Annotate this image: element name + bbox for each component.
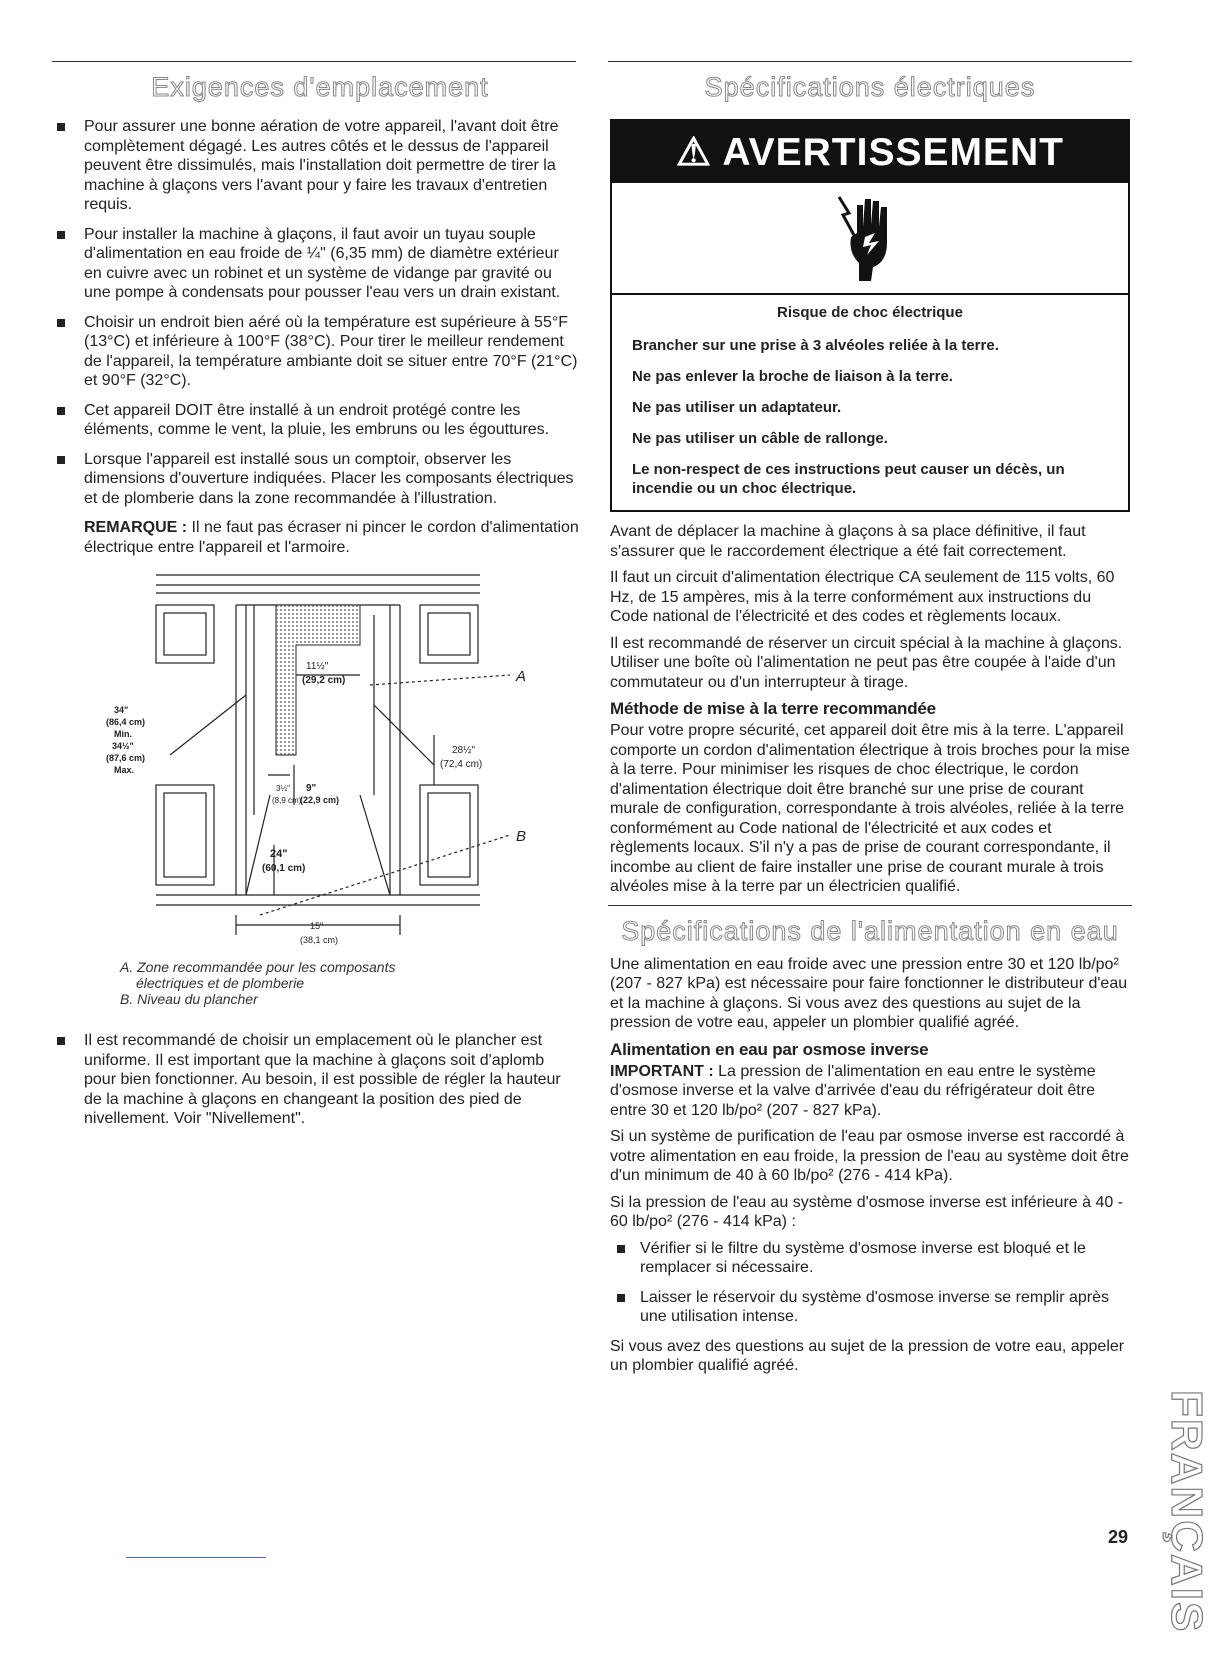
requirements-list <box>60 117 580 508</box>
warning-body <box>612 295 1128 510</box>
warning-line: Ne pas utiliser un câble de rallonge. <box>632 430 888 447</box>
dim-28-cm: (72,4 cm) <box>440 759 483 770</box>
warning-line: Ne pas enlever la broche de liaison à la terre. <box>632 368 953 385</box>
list-item: Pour assurer une bonne aération de votre appareil, l'avant doit être complètement dégagé. Les autres côtés et le dessus de l'appareil peuvent être dissimulés, mais l'installation doit permettre de tirer la machine à glaçons vers l'avant pour y faire les travaux d'entretien requis. <box>60 117 580 215</box>
dim-24: 24" <box>270 848 288 860</box>
elec-paragraph: Il est recommandé de réserver un circuit spécial à la machine à glaçons. Utiliser une boîte où l'alimentation ne peut pas être coupée à l'aide d'un commutateur ou d'un interrupteur à tirage. <box>610 634 1123 691</box>
warning-triangle-icon: ⚠ <box>675 131 712 174</box>
dim-34: 34" <box>114 705 129 715</box>
dim-3-cm: (8,9 cm) <box>272 796 302 805</box>
dim-9-cm: (22,9 cm) <box>300 795 340 805</box>
dim-28: 28½" <box>452 745 476 756</box>
ro-paragraph: Si vous avez des questions au sujet de la pression de votre eau, appeler un plombier qualifié agréé. <box>610 1337 1125 1374</box>
dim-15: 15" <box>310 921 324 931</box>
ro-heading: Alimentation en eau par osmose inverse <box>610 1039 929 1059</box>
list-item: Vérifier si le filtre du système d'osmose inverse est bloqué et le remplacer si nécessaire. <box>610 1239 1130 1278</box>
ground-paragraph: Pour votre propre sécurité, cet appareil doit être mis à la terre. L'appareil comporte un cordon d'alimentation électrique à trois broches pour la mise à la terre. Pour minimiser les risques de choc électrique, le cordon d'alimentation électrique doit être branché sur une prise de courant murale de configuration, correspondante à trois alvéoles, reliée à la terre conformément au Code national de l'électricité et aux codes et règlements locaux. S'il n'y a pas de prise de courant correspondante, il incombe au client de faire installer une prise de courant murale à trois alvéoles mise à la terre par un électricien qualifié. <box>610 722 1130 895</box>
dim-11-cm: (29,2 cm) <box>302 675 346 686</box>
ro-paragraph: Si la pression de l'eau au système d'osmose inverse est inférieure à 40 - 60 lb/po² (276 - 414 kPa) : <box>610 1193 1124 1230</box>
installation-diagram <box>60 565 580 955</box>
language-side-tab <box>1150 1380 1220 1670</box>
note-paragraph <box>60 518 580 557</box>
list-item: Il est recommandé de choisir un emplacement où le plancher est uniforme. Il est important que la machine à glaçons soit d'aplomb pour bien fonctionner. Au besoin, il est possible de régler la hauteur de la machine à glaçons en changeant la position des pied de nivellement. Voir "Nivellement". <box>60 1031 580 1129</box>
dim-max: Max. <box>114 765 135 775</box>
dim-34-cm: (86,4 cm) <box>106 717 146 727</box>
warning-box <box>610 119 1130 512</box>
ro-important <box>610 1062 1130 1121</box>
floor-list <box>60 1031 580 1129</box>
ro-paragraph: Si un système de purification de l'eau par osmose inverse est raccordé à votre alimentation en eau froide, la pression de l'eau au système doit être d'un minimum de 40 à 60 lb/po² (276 - 414 kPa). <box>610 1128 1129 1184</box>
dim-9: 9" <box>306 783 317 794</box>
diagram-label-a: A <box>516 668 527 685</box>
warning-line: Brancher sur une prise à 3 alvéoles reliée à la terre. <box>632 337 999 354</box>
dim-15-cm: (38,1 cm) <box>300 935 339 945</box>
dim-34h-cm: (87,6 cm) <box>106 753 146 763</box>
list-item: Cet appareil DOIT être installé à un endroit protégé contre les éléments, comme le vent, la pluie, les embruns ou les égouttures. <box>60 401 580 440</box>
dim-3: 3½" <box>276 784 290 793</box>
right-column <box>610 64 1130 1383</box>
left-column <box>60 64 580 1139</box>
list-item: Laisser le réservoir du système d'osmose inverse se remplir après une utilisation intense. <box>610 1288 1130 1327</box>
list-item: Lorsque l'appareil est installé sous un comptoir, observer les dimensions d'ouverture indiquées. Placer les composants électriques et de plomberie dans la zone recommandée à l'illustration. <box>60 450 580 509</box>
ro-important-label: IMPORTANT : <box>610 1062 714 1080</box>
section-title-electrique: Spécifications électriques <box>704 72 1036 102</box>
warning-header <box>612 121 1128 183</box>
elec-paragraph: Avant de déplacer la machine à glaçons à sa place définitive, il faut s'assurer que le raccordement électrique a été fait correctement. <box>610 523 1086 560</box>
elec-paragraph: Il faut un circuit d'alimentation électrique CA seulement de 115 volts, 60 Hz, de 15 ampères, mis à la terre conformément aux instructions du Code national de l'électricité et des codes et règlements locaux. <box>610 569 1115 625</box>
list-item: Pour installer la machine à glaçons, il faut avoir un tuyau souple d'alimentation en eau froide de ¼" (6,35 mm) de diamètre extérieur en cuivre avec un robinet et un système de vidange par gravité ou une pompe à condensats pour pousser l'eau vers un drain existant. <box>60 225 580 303</box>
footer-rule <box>126 1557 266 1558</box>
list-item: Choisir un endroit bien aéré où la température est supérieure à 55°F (13°C) et inférieure à 100°F (38°C). Pour tirer le meilleur rendement de l'appareil, la température ambiante doit se situer entre 70°F (21°C) et 90°F (32°C). <box>60 313 580 391</box>
dim-11: 11½" <box>306 661 329 672</box>
diagram-label-b: B <box>516 828 527 845</box>
warning-title: AVERTISSEMENT <box>722 131 1064 174</box>
warning-line: Le non-respect de ces instructions peut causer un décès, un incendie ou un choc électrique. <box>632 461 1065 497</box>
warning-risk: Risque de choc électrique <box>777 304 963 321</box>
ro-important-text: La pression de l'alimentation en eau entre le système d'osmose inverse et la valve d'arrivée d'eau du réfrigérateur doit être entre 30 et 120 lb/po² (207 - 827 kPa). <box>610 1062 1096 1119</box>
side-tab-text: FRANÇAIS <box>1162 1390 1211 1634</box>
caption-a: A. Zone recommandée pour les composants <box>120 959 396 975</box>
caption-a-line2: électriques et de plomberie <box>136 975 305 991</box>
water-paragraph: Une alimentation en eau froide avec une pression entre 30 et 120 lb/po² (207 - 827 kPa) est nécessaire pour faire fonctionner le distributeur d'eau et la machine à glaçons. Si vous avez des questions au sujet de la pression de votre eau, appeler un plombier qualifié agréé. <box>610 955 1128 1031</box>
note-text: Il ne faut pas écraser ni pincer le cordon d'alimentation électrique entre l'appareil et l'armoire. <box>84 519 579 556</box>
dim-34h: 34½" <box>112 741 134 751</box>
ground-heading: Méthode de mise à la terre recommandée <box>610 699 936 718</box>
ro-list <box>610 1239 1130 1327</box>
shock-hazard-icon <box>612 183 1128 295</box>
dim-24-cm: (60,1 cm) <box>262 863 306 874</box>
caption-b: B. Niveau du plancher <box>120 991 258 1007</box>
section-title-eau: Spécifications de l'alimentation en eau <box>621 915 1119 946</box>
warning-line: Ne pas utiliser un adaptateur. <box>632 399 842 416</box>
dim-min: Min. <box>114 729 132 739</box>
section-title-emplacement: Exigences d'emplacement <box>151 72 489 102</box>
note-label: REMARQUE : <box>84 519 188 536</box>
page-number: 29 <box>1108 1527 1129 1547</box>
